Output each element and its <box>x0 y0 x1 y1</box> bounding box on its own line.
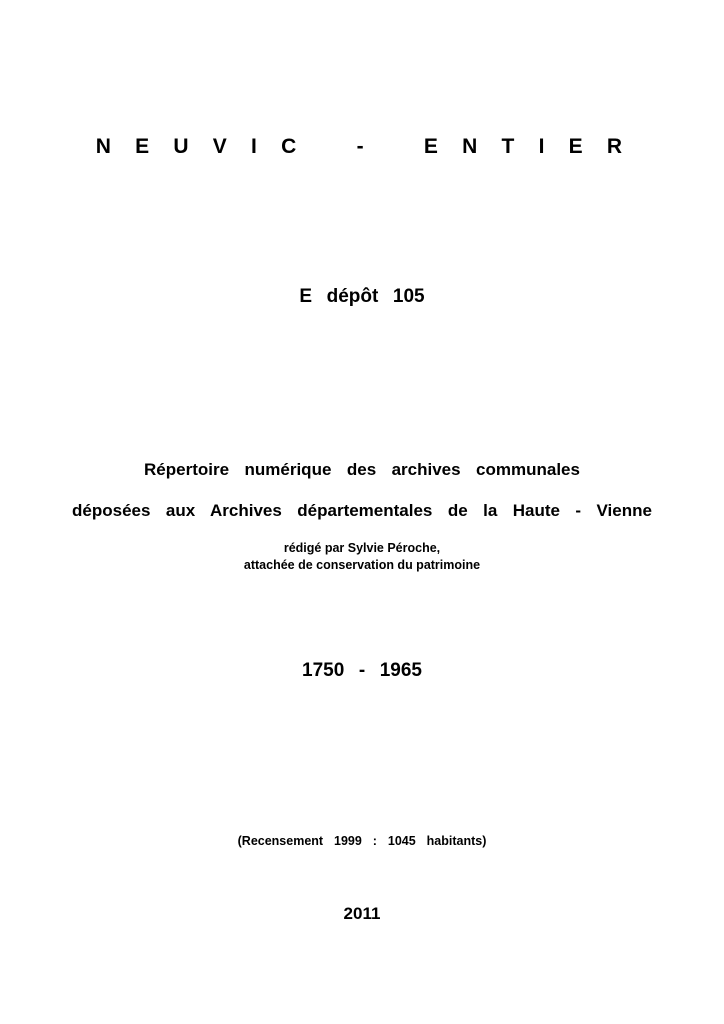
author-title-line: attachée de conservation du patrimoine <box>243 558 481 572</box>
depot-reference: E dépôt 105 <box>299 286 425 307</box>
author-line: rédigé par Sylvie Péroche, <box>283 541 441 555</box>
publication-year: 2011 <box>343 904 381 923</box>
repertoire-subheading: déposées aux Archives départementales de la Haute - Vienne <box>72 501 652 520</box>
repertoire-heading: Répertoire numérique des archives communales <box>144 460 580 479</box>
commune-title: N E U V I C - E N T I E R <box>95 135 629 158</box>
census-note: (Recensement 1999 : 1045 habitants) <box>237 834 487 848</box>
date-range: 1750 - 1965 <box>302 660 422 681</box>
